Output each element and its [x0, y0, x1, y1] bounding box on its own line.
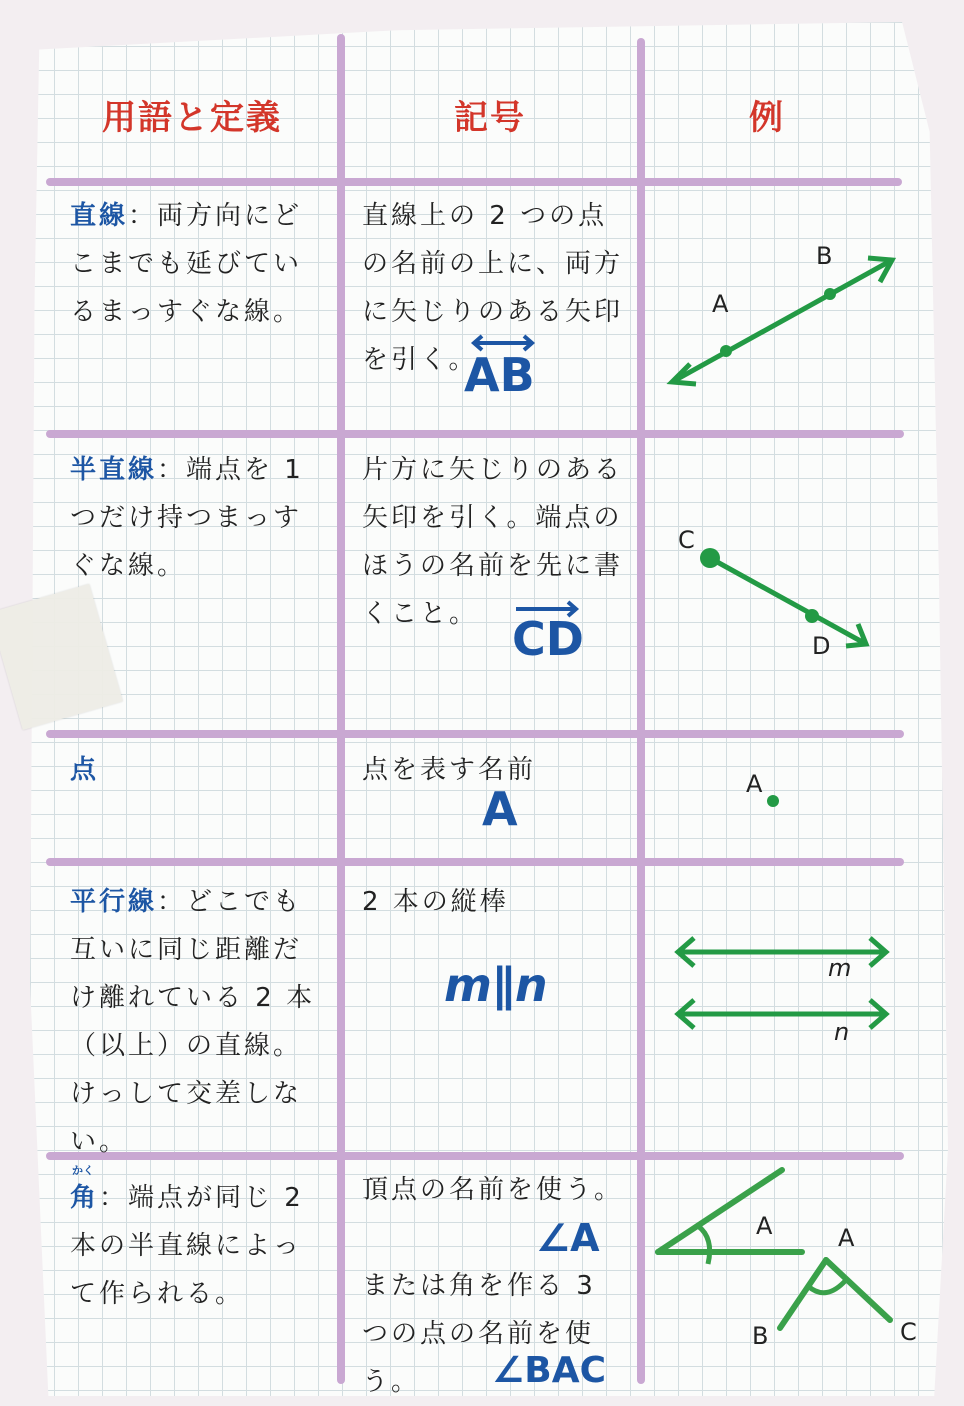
label-point-d: D: [812, 632, 831, 660]
row-divider-1: [46, 430, 904, 438]
symbol-desc-line: 直線上の 2 つの点の名前の上に、両方に矢じりのある矢印を引く。: [362, 201, 624, 375]
keyword-parallel: 平行線: [70, 887, 158, 917]
ruby-angle: かく: [72, 1164, 94, 1177]
definition-line: ：両方向にどこまでも延びているまっすぐな線。: [70, 201, 303, 327]
label-point-c: C: [678, 526, 695, 554]
keyword-angle: 角: [70, 1183, 100, 1213]
header-term: 用語と定義: [102, 98, 282, 138]
header-symbol: 記号: [454, 98, 526, 138]
keyword-point: 点: [70, 755, 100, 785]
term-angle: [70, 1174, 322, 1318]
symbol-point: A: [482, 782, 518, 836]
symbol-angle-vertex: ∠A: [536, 1216, 600, 1260]
symbol-parallel: m∥n: [444, 958, 548, 1012]
symbol-angle-three-points: ∠BAC: [492, 1350, 606, 1391]
term-line: [70, 192, 322, 336]
definition-ray: ：端点を 1 つだけ持つまっすぐな線。: [70, 455, 304, 581]
term-point: [70, 746, 322, 794]
example-point-figure: [740, 766, 800, 816]
symbol-ray: CD: [512, 612, 584, 666]
term-parallel: [70, 878, 322, 1166]
label-angle-b: B: [752, 1322, 769, 1350]
example-angle-figure: [650, 1164, 926, 1364]
row-divider-2: [46, 730, 904, 738]
definition-parallel: ：どこでも互いに同じ距離だけ離れている 2 本（以上）の直線。けっして交差しない。: [70, 887, 316, 1157]
column-divider-1: [337, 34, 345, 1384]
symbol-desc-angle-2: または角を作る 3 つの点の名前を使う。: [362, 1271, 596, 1397]
header-example: 例: [749, 98, 785, 138]
label-angle-a: A: [838, 1224, 855, 1252]
definition-angle: ：端点が同じ 2 本の半直線によって作られる。: [70, 1183, 304, 1309]
symbol-desc-point: 点を表す名前: [362, 755, 537, 785]
term-ray: [70, 446, 322, 590]
symbol-desc-angle-1: 頂点の名前を使う。: [362, 1175, 624, 1205]
example-ray-figure: [660, 520, 900, 670]
column-divider-2: [637, 38, 645, 1384]
label-point-a-single: A: [746, 770, 763, 798]
symbol-desc-parallel: 2 本の縦棒: [362, 887, 509, 917]
row-divider-header: [46, 178, 902, 186]
label-angle-c: C: [900, 1318, 917, 1346]
label-point-b: B: [816, 242, 833, 270]
label-angle-vertex-a: A: [756, 1212, 773, 1240]
example-parallel-figure: [664, 926, 904, 1056]
example-line-figure: [650, 230, 910, 400]
symbol-desc-ray: 片方に矢じりのある矢印を引く。端点のほうの名前を先に書くこと。: [362, 455, 624, 629]
label-line-m: m: [828, 954, 852, 982]
label-point-a: A: [712, 290, 729, 318]
symbol-line: AB: [464, 348, 535, 402]
label-line-n: n: [834, 1018, 850, 1046]
keyword-line: 直線: [70, 201, 129, 231]
row-divider-3: [46, 858, 904, 866]
keyword-ray: 半直線: [70, 455, 158, 485]
